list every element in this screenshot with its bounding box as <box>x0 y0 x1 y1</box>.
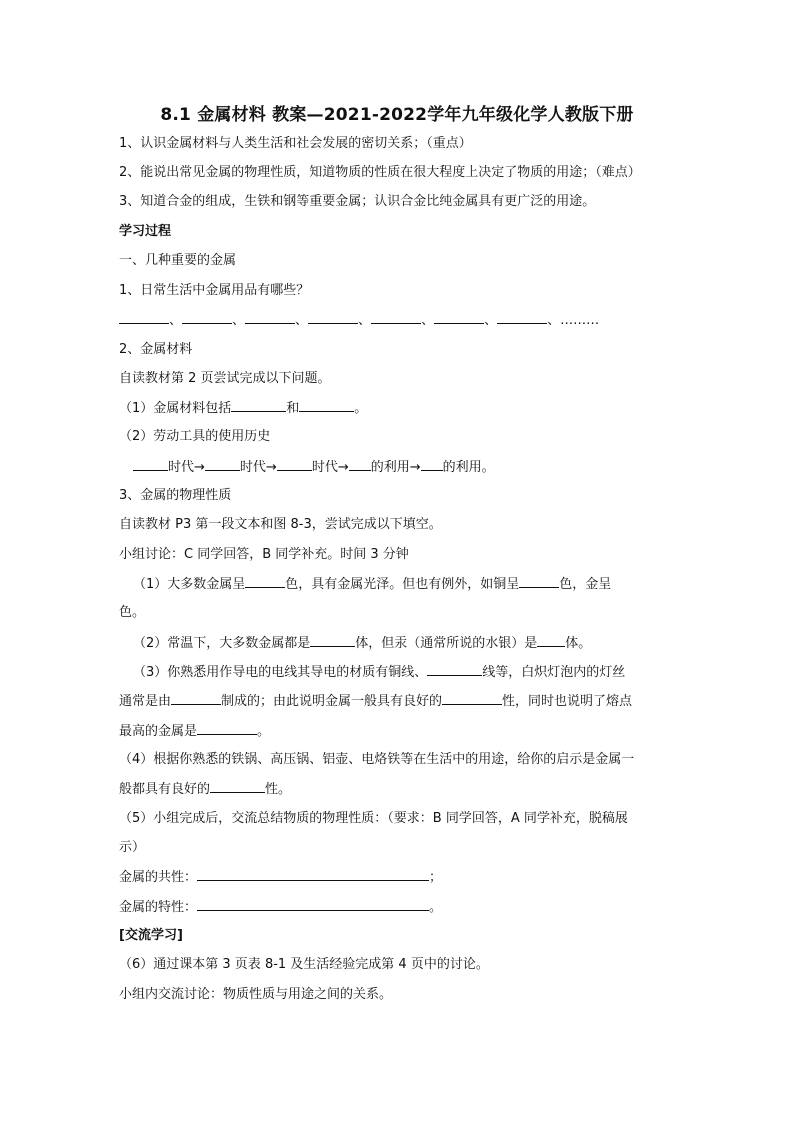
document-title: 8.1 金属材料 教案—2021-2022学年九年级化学人教版下册 <box>160 105 634 125</box>
property-1: （1）大多数金属呈 色，具有金属光泽。但也有例外，如铜呈 色，金呈 <box>133 577 612 592</box>
blank-line[interactable] <box>427 663 482 676</box>
blank-line[interactable] <box>197 868 429 881</box>
blank-row <box>119 311 599 330</box>
blank-line[interactable] <box>205 458 240 471</box>
group-discussion: 小组讨论：C 同学回答，B 同学补充。时间 3 分钟 <box>119 547 409 562</box>
separator: 、 <box>421 313 435 328</box>
blank-line[interactable] <box>349 458 371 471</box>
blank-line[interactable] <box>519 575 559 588</box>
exchange-heading: [交流学习] <box>119 928 183 943</box>
blank-line[interactable] <box>310 634 355 647</box>
blank-line[interactable] <box>133 458 168 471</box>
group-talk: 小组内交流讨论：物质性质与用途之间的关系。 <box>119 987 393 1002</box>
separator: 、 <box>484 313 498 328</box>
blank-line[interactable] <box>210 780 265 793</box>
blank-line[interactable] <box>197 898 429 911</box>
question-3: 3、金属的物理性质 <box>119 488 232 503</box>
blank-line[interactable] <box>421 458 443 471</box>
property-3-end: 最高的金属是 。 <box>119 724 271 739</box>
property-3-cont: 通常是由 制成的；由此说明金属一般具有良好的 性，同时也说明了熔点 <box>119 694 633 709</box>
separator: 、 <box>358 313 372 328</box>
property-5-cont: 示） <box>119 840 146 855</box>
question-2-intro: 自读教材第 2 页尝试完成以下问题。 <box>119 371 331 386</box>
blank-line[interactable] <box>442 692 502 705</box>
question-2-2: （2）劳动工具的使用历史 <box>119 429 271 444</box>
blank-line[interactable] <box>231 399 286 412</box>
blank-line[interactable] <box>245 575 285 588</box>
ellipsis: ……… <box>560 313 600 328</box>
history-row: 时代→ 时代→ 时代→ 的利用→ 的利用。 <box>133 458 495 477</box>
common-properties: 金属的共性： ； <box>119 870 443 885</box>
blank-line[interactable] <box>197 722 257 735</box>
blank-line[interactable] <box>308 311 358 324</box>
special-properties: 金属的特性： 。 <box>119 900 443 915</box>
property-1-cont: 色。 <box>119 605 146 620</box>
objective-1: 1、认识金属材料与人类生活和社会发展的密切关系；（重点） <box>119 136 472 151</box>
property-4: （4）根据你熟悉的铁锅、高压锅、铝壶、电烙铁等在生活中的用途，给你的启示是金属一 <box>119 752 635 767</box>
blank-line[interactable] <box>537 634 565 647</box>
property-3: （3）你熟悉用作导电的电线其导电的材质有铜线、 线等，白炽灯泡内的灯丝 <box>133 665 626 680</box>
blank-line[interactable] <box>299 399 354 412</box>
blank-line[interactable] <box>497 311 547 324</box>
question-3-intro: 自读教材 P3 第一段文本和图 8-3，尝试完成以下填空。 <box>119 517 442 532</box>
property-4-cont: 般都具有良好的 性。 <box>119 782 292 797</box>
question-6: （6）通过课本第 3 页表 8-1 及生活经验完成第 4 页中的讨论。 <box>119 957 489 972</box>
separator: 、 <box>547 313 561 328</box>
question-2: 2、金属材料 <box>119 342 193 357</box>
blank-line[interactable] <box>119 311 169 324</box>
section-heading: 学习过程 <box>119 224 172 239</box>
blank-line[interactable] <box>245 311 295 324</box>
blank-line[interactable] <box>277 458 312 471</box>
objective-2: 2、能说出常见金属的物理性质，知道物质的性质在很大程度上决定了物质的用途；（难点） <box>119 165 641 180</box>
part1-heading: 一、几种重要的金属 <box>119 253 237 268</box>
property-5: （5）小组完成后，交流总结物质的物理性质：（要求：B 同学回答，A 同学补充，脱稿展 <box>119 811 628 826</box>
question-2-1: （1）金属材料包括 和 。 <box>119 401 368 416</box>
blank-line[interactable] <box>434 311 484 324</box>
objective-3: 3、知道合金的组成，生铁和钢等重要金属；认识合金比纯金属具有更广泛的用途。 <box>119 194 596 209</box>
separator: 、 <box>232 313 246 328</box>
blank-line[interactable] <box>171 692 221 705</box>
separator: 、 <box>169 313 183 328</box>
property-2: （2）常温下，大多数金属都是 体，但汞（通常所说的水银）是 体。 <box>133 636 592 651</box>
separator: 、 <box>295 313 309 328</box>
blank-line[interactable] <box>371 311 421 324</box>
question-1: 1、日常生活中金属用品有哪些？ <box>119 283 310 298</box>
blank-line[interactable] <box>182 311 232 324</box>
